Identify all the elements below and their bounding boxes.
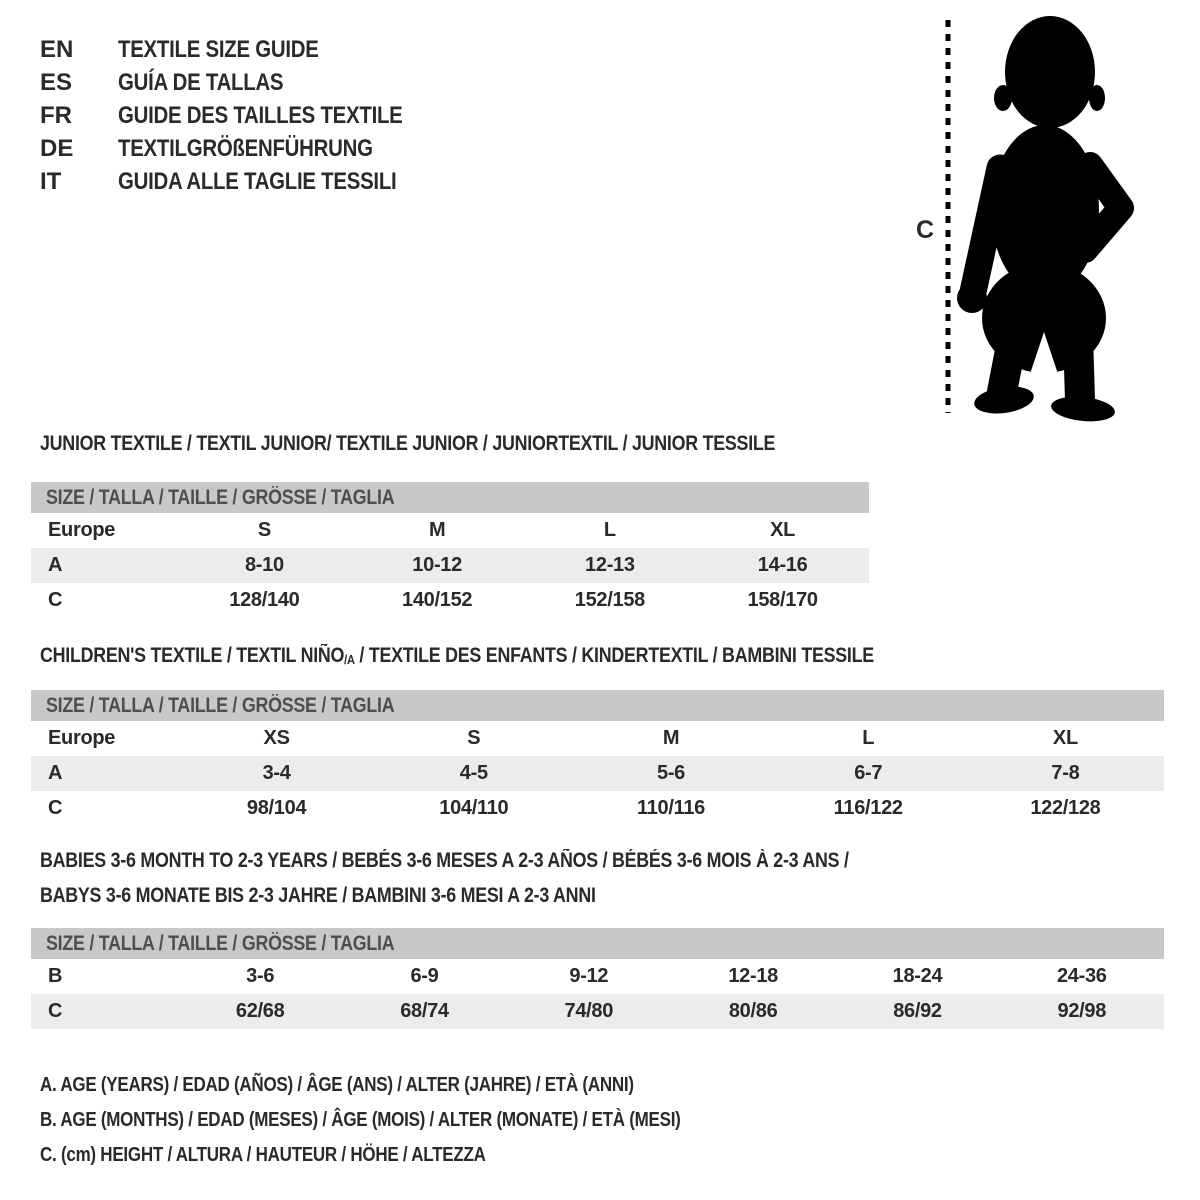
table-cell: 74/80 — [564, 1000, 614, 1022]
guide-title-it: GUIDA ALLE TAGLIE TESSILI — [118, 167, 397, 195]
table-cell: 14-16 — [757, 554, 808, 576]
junior-size-table — [31, 482, 869, 618]
table-cell: 12-13 — [585, 554, 635, 576]
children-title-pre: CHILDREN'S TEXTILE / TEXTIL NIÑO — [40, 644, 345, 667]
row-label: A — [48, 762, 63, 784]
table-cell: 8-10 — [244, 554, 284, 576]
babies-table-rows — [31, 959, 1164, 1029]
children-section-title-text — [40, 644, 874, 672]
table-cell: S — [257, 519, 271, 541]
language-row-de — [40, 132, 453, 165]
footnote-b-text: B. AGE (MONTHS) / EDAD (MESES) / ÂGE (MOIS) / ALTER (MONATE) / ETÀ (MESI) — [40, 1109, 681, 1131]
table-cell: 68/74 — [400, 1000, 449, 1022]
row-label: Europe — [48, 519, 116, 541]
table-cell: 3-4 — [262, 762, 291, 784]
children-table-rows — [31, 721, 1164, 826]
table-row — [31, 721, 1164, 756]
toddler-silhouette — [957, 16, 1121, 422]
table-row — [31, 959, 1164, 994]
table-cell: 122/128 — [1030, 797, 1101, 819]
children-section-title — [40, 644, 1021, 668]
table-row — [31, 583, 869, 618]
table-cell: L — [862, 727, 875, 749]
table-cell: 5-6 — [657, 762, 686, 784]
row-label: Europe — [48, 727, 116, 749]
size-header-bar — [31, 690, 1164, 721]
language-code: FR — [40, 101, 72, 129]
table-cell: 24-36 — [1056, 965, 1107, 987]
children-title-post: / TEXTILE DES ENFANTS / KINDERTEXTIL / BAMBINI TESSILE — [354, 644, 874, 667]
footnote-c — [40, 1138, 794, 1173]
table-cell: S — [467, 727, 481, 749]
table-cell: 12-18 — [728, 965, 778, 987]
size-header-bar — [31, 928, 1164, 959]
height-measure-label: C — [916, 216, 935, 244]
table-cell: 62/68 — [235, 1000, 285, 1022]
language-title-header — [40, 33, 453, 198]
table-cell: XL — [1052, 727, 1078, 749]
language-code: DE — [40, 134, 74, 162]
table-cell: 6-9 — [410, 965, 439, 987]
table-cell: XL — [770, 519, 796, 541]
table-cell: XS — [263, 727, 290, 749]
babies-title-line2-wrap — [40, 878, 991, 913]
footnote-a-text: A. AGE (YEARS) / EDAD (AÑOS) / ÂGE (ANS) / ALTER (JAHRE) / ETÀ (ANNI) — [40, 1074, 634, 1096]
row-label: C — [48, 589, 63, 611]
babies-title-line1: BABIES 3-6 MONTH TO 2-3 YEARS / BEBÉS 3-6 MESES A 2-3 AÑOS / BÉBÉS 3-6 MOIS À 2-3 ANS / — [40, 849, 849, 872]
size-header-label: SIZE / TALLA / TAILLE / GRÖSSE / TAGLIA — [46, 694, 395, 717]
toddler-silhouette-icon — [928, 10, 1138, 422]
babies-title-line2: BABYS 3-6 MONATE BIS 2-3 JAHRE / BAMBINI 3-6 MESI A 2-3 ANNI — [40, 884, 596, 907]
guide-title-fr: GUIDE DES TAILLES TEXTILE — [118, 101, 403, 129]
row-label: B — [48, 965, 63, 987]
language-row-es — [40, 66, 453, 99]
table-cell: L — [603, 519, 616, 541]
footnote-c-text: C. (cm) HEIGHT / ALTURA / HAUTEUR / HÖHE / ALTEZZA — [40, 1144, 486, 1166]
table-cell: 128/140 — [229, 589, 300, 611]
table-row — [31, 791, 1164, 826]
row-label: C — [48, 1000, 63, 1022]
junior-section-title — [40, 432, 905, 456]
junior-section-title-text: JUNIOR TEXTILE / TEXTIL JUNIOR/ TEXTILE JUNIOR / JUNIORTEXTIL / JUNIOR TESSILE — [40, 432, 776, 455]
children-size-table — [31, 690, 1164, 826]
table-cell: 98/104 — [246, 797, 307, 819]
size-header-label: SIZE / TALLA / TAILLE / GRÖSSE / TAGLIA — [46, 486, 395, 509]
table-cell: 104/110 — [439, 797, 509, 819]
table-cell: 158/170 — [747, 589, 818, 611]
table-cell: 152/158 — [574, 589, 645, 611]
table-cell: M — [662, 727, 680, 749]
guide-title-es: GUÍA DE TALLAS — [118, 68, 284, 96]
row-label: A — [48, 554, 63, 576]
table-cell: 4-5 — [459, 762, 488, 784]
table-row — [31, 513, 869, 548]
table-cell: M — [428, 519, 446, 541]
table-cell: 92/98 — [1057, 1000, 1107, 1022]
table-cell: 7-8 — [1051, 762, 1080, 784]
babies-section-title — [40, 843, 991, 913]
row-label: C — [48, 797, 63, 819]
table-cell: 116/122 — [833, 797, 903, 819]
babies-title-line1-wrap — [40, 843, 991, 878]
table-cell: 10-12 — [412, 554, 462, 576]
table-cell: 9-12 — [569, 965, 609, 987]
size-header-bar — [31, 482, 869, 513]
footnote-b — [40, 1103, 794, 1138]
table-cell: 18-24 — [892, 965, 943, 987]
table-row — [31, 756, 1164, 791]
table-row — [31, 994, 1164, 1029]
guide-title-de: TEXTILGRÖßENFÜHRUNG — [118, 134, 373, 162]
table-cell: 80/86 — [728, 1000, 778, 1022]
children-title-sub: /A — [344, 652, 355, 667]
size-header-label: SIZE / TALLA / TAILLE / GRÖSSE / TAGLIA — [46, 932, 395, 955]
guide-title-en: TEXTILE SIZE GUIDE — [118, 35, 319, 63]
footnote-a — [40, 1068, 794, 1103]
language-row-it — [40, 165, 453, 198]
table-cell: 110/116 — [637, 797, 705, 819]
language-row-en — [40, 33, 453, 66]
table-row — [31, 548, 869, 583]
table-cell: 86/92 — [893, 1000, 942, 1022]
language-code: EN — [40, 35, 74, 63]
junior-table-rows — [31, 513, 869, 618]
language-row-fr — [40, 99, 453, 132]
language-code: ES — [40, 68, 73, 96]
language-code: IT — [40, 167, 62, 195]
babies-size-table — [31, 928, 1164, 1029]
table-cell: 140/152 — [402, 589, 473, 611]
footnotes — [40, 1068, 794, 1173]
table-cell: 6-7 — [854, 762, 883, 784]
table-cell: 3-6 — [246, 965, 275, 987]
